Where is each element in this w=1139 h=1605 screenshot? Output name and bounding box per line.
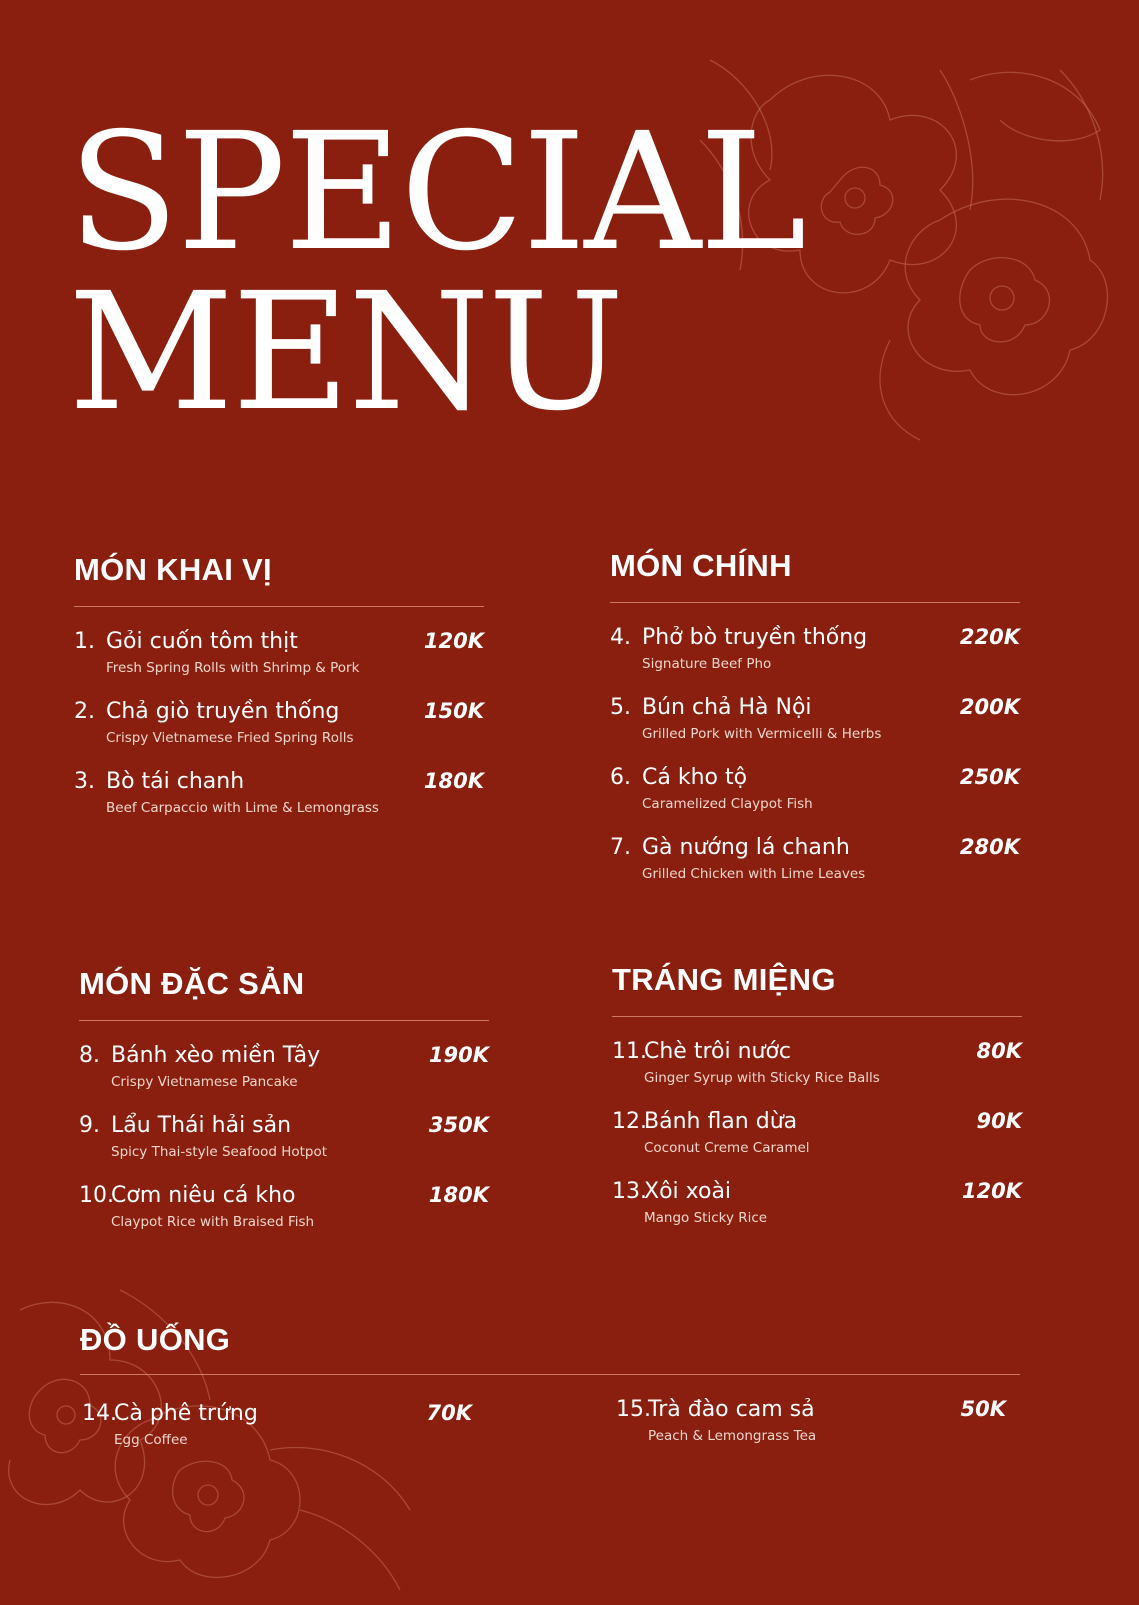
item-number: 14.	[82, 1401, 117, 1426]
item-price: 120K	[961, 1179, 1022, 1203]
item-number: 15.	[616, 1397, 651, 1422]
item-description: Claypot Rice with Braised Fish	[111, 1214, 315, 1230]
item-name: Cá kho tộ	[642, 765, 748, 790]
menu-item	[74, 765, 484, 835]
item-description: Peach & Lemongrass Tea	[648, 1428, 817, 1444]
menu-item	[79, 1039, 489, 1109]
menu-item	[610, 691, 1020, 761]
item-number: 8.	[79, 1043, 100, 1068]
menu-title-line-1: SPECIAL	[68, 99, 805, 287]
item-number: 12.	[612, 1109, 647, 1134]
item-price: 90K	[976, 1109, 1022, 1133]
section-dac-san	[79, 966, 489, 1249]
item-number: 10.	[79, 1183, 114, 1208]
section-divider	[79, 1020, 489, 1021]
item-name: Trà đào cam sả	[648, 1397, 815, 1422]
item-description: Grilled Chicken with Lime Leaves	[642, 866, 866, 882]
item-price: 80K	[976, 1039, 1022, 1063]
item-price: 200K	[959, 695, 1020, 719]
item-name: Chè trôi nước	[644, 1039, 792, 1064]
item-description: Ginger Syrup with Sticky Rice Balls	[644, 1070, 880, 1086]
item-price: 150K	[423, 699, 484, 723]
item-description: Crispy Vietnamese Pancake	[111, 1074, 298, 1090]
menu-item	[610, 761, 1020, 831]
item-price: 180K	[423, 769, 484, 793]
item-name: Bún chả Hà Nội	[642, 695, 812, 720]
item-name: Bò tái chanh	[106, 769, 245, 794]
item-name: Gỏi cuốn tôm thịt	[106, 629, 298, 654]
item-price: 280K	[959, 835, 1020, 859]
menu-title-line-2: MENU	[68, 259, 623, 447]
item-description: Caramelized Claypot Fish	[642, 796, 813, 812]
menu-item	[612, 1175, 1022, 1245]
item-description: Spicy Thai-style Seafood Hotpot	[111, 1144, 328, 1160]
section-chinh	[610, 548, 1020, 901]
item-description: Grilled Pork with Vermicelli & Herbs	[642, 726, 882, 742]
section-heading: MÓN KHAI VỊ	[74, 552, 272, 587]
section-heading: TRÁNG MIỆNG	[612, 962, 836, 997]
section-khai-vi	[74, 552, 484, 835]
item-description: Fresh Spring Rolls with Shrimp & Pork	[106, 660, 360, 676]
item-number: 1.	[74, 629, 95, 654]
item-price: 180K	[428, 1183, 489, 1207]
item-description: Mango Sticky Rice	[644, 1210, 768, 1226]
section-divider	[80, 1374, 1020, 1375]
item-number: 11.	[612, 1039, 647, 1064]
item-description: Crispy Vietnamese Fried Spring Rolls	[106, 730, 354, 746]
menu-item	[610, 831, 1020, 901]
item-name: Bánh xèo miền Tây	[111, 1043, 321, 1068]
section-heading: ĐỒ UỐNG	[80, 1322, 231, 1357]
section-divider	[610, 602, 1020, 603]
item-price: 220K	[959, 625, 1020, 649]
item-name: Lẩu Thái hải sản	[111, 1113, 292, 1138]
section-do-uong	[80, 1322, 1020, 1477]
menu-item	[612, 1035, 1022, 1105]
menu-item	[616, 1393, 1006, 1463]
menu-item	[74, 625, 484, 695]
item-description: Coconut Creme Caramel	[644, 1140, 810, 1156]
item-name: Bánh flan dừa	[644, 1109, 798, 1134]
section-heading: MÓN ĐẶC SẢN	[79, 966, 305, 1001]
item-description: Beef Carpaccio with Lime & Lemongrass	[106, 800, 379, 816]
item-description: Signature Beef Pho	[642, 656, 772, 672]
item-price: 50K	[960, 1397, 1006, 1421]
item-description: Egg Coffee	[114, 1432, 188, 1448]
item-number: 3.	[74, 769, 95, 794]
item-price: 120K	[423, 629, 484, 653]
item-name: Xôi xoài	[644, 1179, 732, 1204]
item-name: Chả giò truyền thống	[106, 699, 340, 724]
section-divider	[74, 606, 484, 607]
item-price: 350K	[428, 1113, 489, 1137]
item-number: 7.	[610, 835, 631, 860]
item-name: Gà nướng lá chanh	[642, 835, 850, 860]
item-price: 70K	[426, 1401, 472, 1425]
item-number: 9.	[79, 1113, 100, 1138]
item-number: 2.	[74, 699, 95, 724]
item-price: 190K	[428, 1043, 489, 1067]
item-number: 4.	[610, 625, 631, 650]
item-name: Cà phê trứng	[114, 1401, 258, 1426]
item-price: 250K	[959, 765, 1020, 789]
item-name: Phở bò truyền thống	[642, 625, 868, 650]
menu-item	[79, 1109, 489, 1179]
item-number: 6.	[610, 765, 631, 790]
menu-item	[82, 1397, 472, 1467]
section-divider	[612, 1016, 1022, 1017]
menu-item	[74, 695, 484, 765]
menu-item	[79, 1179, 489, 1249]
menu-item	[610, 621, 1020, 691]
menu-item	[612, 1105, 1022, 1175]
item-name: Cơm niêu cá kho	[111, 1183, 296, 1208]
item-number: 13.	[612, 1179, 647, 1204]
item-number: 5.	[610, 695, 631, 720]
section-trang-mieng	[612, 962, 1022, 1245]
section-heading: MÓN CHÍNH	[610, 548, 792, 583]
